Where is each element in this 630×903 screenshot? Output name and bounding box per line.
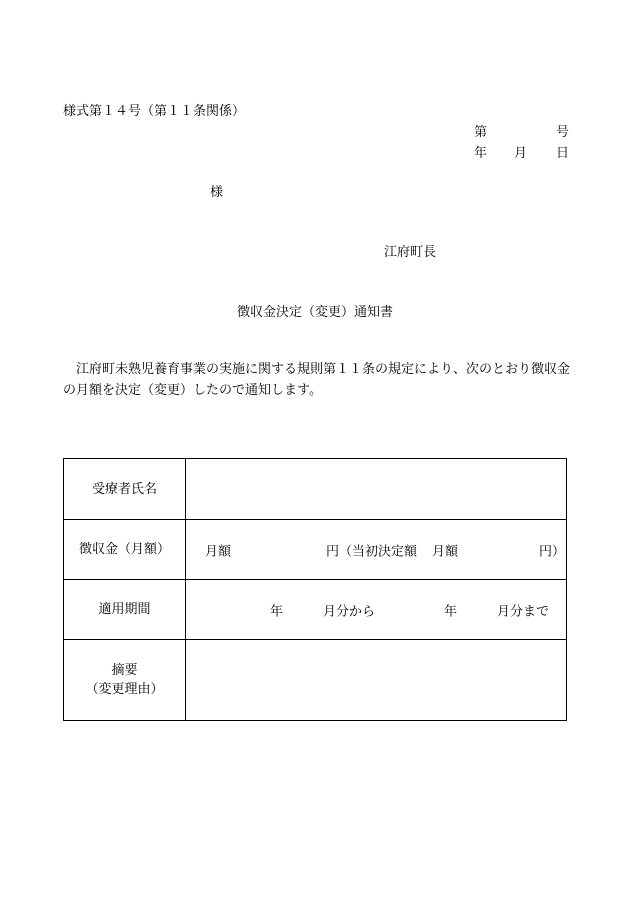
remarks-field bbox=[186, 640, 567, 721]
initial-amount-intro: 円（当初決定額 bbox=[326, 544, 418, 559]
date-year-label: 年 bbox=[474, 146, 488, 161]
date-month-label: 月 bbox=[514, 146, 528, 161]
period-to-month: 月分まで bbox=[497, 604, 550, 619]
table-row bbox=[64, 640, 567, 721]
application-period-field bbox=[186, 580, 567, 640]
notice-table bbox=[63, 458, 567, 721]
monthly-amount-prefix: 月額 bbox=[205, 544, 232, 559]
document-title: 徴収金決定（変更）通知書 bbox=[236, 305, 393, 320]
table-row bbox=[64, 459, 567, 520]
issuer-name: 江府町長 bbox=[384, 245, 437, 260]
period-from-month: 月分から bbox=[323, 604, 376, 619]
table-row bbox=[64, 520, 567, 580]
initial-monthly-prefix: 月額 bbox=[432, 544, 459, 559]
collection-amount-label: 徴収金（月額） bbox=[64, 520, 186, 580]
recipient-honorific: 様 bbox=[210, 185, 224, 200]
body-paragraph: 江府町未熟児養育事業の実施に関する規則第１１条の規定により、次のとおり徴収金の月額を決定（変更）したので通知します。 bbox=[63, 362, 571, 398]
recipient-name-label: 受療者氏名 bbox=[64, 459, 186, 520]
remarks-label-line1: 摘要 bbox=[111, 663, 138, 678]
application-period-label: 適用期間 bbox=[64, 580, 186, 640]
period-to-year: 年 bbox=[444, 604, 458, 619]
form-number: 様式第１４号（第１１条関係） bbox=[63, 104, 246, 119]
recipient-name-field bbox=[186, 459, 567, 520]
collection-amount-field bbox=[186, 520, 567, 580]
document-number-prefix: 第 bbox=[474, 125, 488, 140]
date-day-label: 日 bbox=[556, 146, 570, 161]
initial-amount-close: 円） bbox=[539, 544, 566, 559]
table-row bbox=[64, 580, 567, 640]
period-from-year: 年 bbox=[270, 604, 284, 619]
remarks-label bbox=[64, 640, 186, 721]
remarks-label-line2: （変更理由） bbox=[85, 682, 164, 697]
document-number-suffix: 号 bbox=[556, 125, 570, 140]
